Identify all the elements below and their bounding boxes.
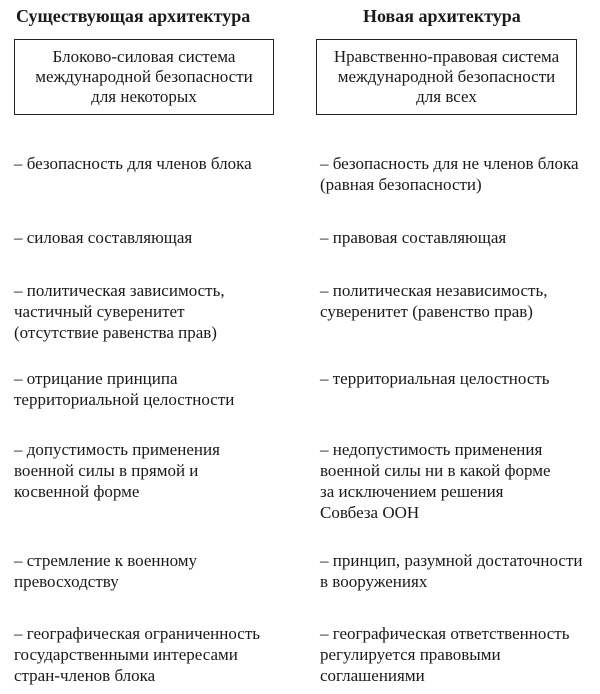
right-column-heading: Новая архитектура — [363, 6, 521, 26]
existing-architecture-box-text: Блоково-силовая система международной безопасности для некоторых — [35, 47, 253, 106]
left-item-6: – стремление к военному превосходству — [14, 551, 198, 591]
left-item-3: – политическая зависимость, частичный суверенитет (отсутствие равенства прав) — [14, 281, 225, 342]
existing-architecture-box — [14, 39, 274, 115]
right-item-1: – безопасность для не членов блока (равная безопасности) — [320, 154, 579, 194]
left-item-1: – безопасность для членов блока — [14, 154, 252, 173]
right-item-7: – географическая ответственность регулируется правовыми соглашениями — [320, 624, 570, 685]
new-architecture-box — [316, 39, 577, 115]
right-item-4: – территориальная целостность — [320, 369, 550, 388]
new-architecture-box-text: Нравственно-правовая система международной безопасности для всех — [333, 47, 560, 106]
left-item-7: – географическая ограниченность государственными интересами стран-членов блока — [14, 624, 261, 685]
left-item-2: – силовая составляющая — [14, 228, 193, 247]
right-item-5: – недопустимость применения военной силы ни в какой форме за исключением решения Совбеза ООН — [320, 440, 551, 522]
left-item-4: – отрицание принципа территориальной целостности — [14, 369, 235, 409]
left-column-heading: Существующая архитектура — [16, 6, 251, 26]
right-item-2: – правовая составляющая — [320, 228, 507, 247]
right-item-3: – политическая независимость, суверенитет (равенство прав) — [320, 281, 548, 321]
right-item-6: – принцип, разумной достаточности в вооружениях — [320, 551, 583, 591]
left-item-5: – допустимость применения военной силы в прямой и косвенной форме — [14, 440, 220, 501]
